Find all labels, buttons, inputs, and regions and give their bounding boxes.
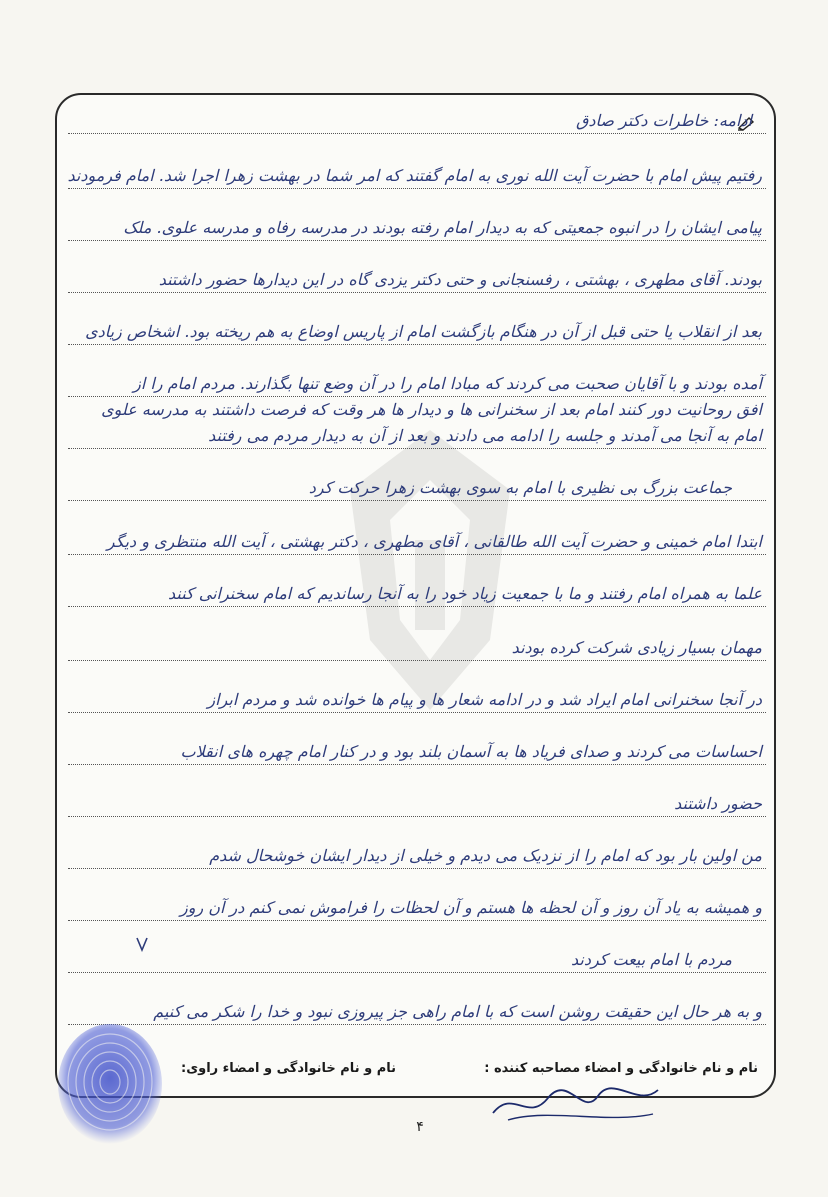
ruled-line (68, 396, 766, 397)
interviewer-signature-label: نام و نام خانوادگی و امضاء مصاحبه کننده : (484, 1061, 758, 1076)
header-handwriting: ادامه: خاطرات دکتر صادق (575, 111, 752, 130)
handwritten-line: و به هر حال این حقیقت روشن است که با امام راهی جز پیروزی نبود و خدا را شکر می کنیم (153, 1002, 762, 1021)
handwritten-line: بعد از انقلاب یا حتی قبل از آن در هنگام بازگشت امام از پاریس اوضاع به هم ریخته بود. اشخاص زیادی (85, 322, 762, 341)
ruled-line (68, 920, 766, 921)
handwritten-line: امام به آنجا می آمدند و جلسه را ادامه می دادند و بعد از آن به دیدار مردم می رفتند (208, 426, 762, 445)
ruled-line (68, 133, 766, 134)
handwritten-line: حضور داشتند (674, 794, 762, 813)
page-number: ۴ (416, 1119, 424, 1135)
ruled-line (68, 448, 766, 449)
handwritten-line: علما به همراه امام رفتند و ما با جمعیت زیاد خود را به آنجا رساندیم که امام سخنرانی کنند (167, 584, 762, 603)
ruled-line (68, 868, 766, 869)
handwritten-line: رفتیم پیش امام با حضرت آیت الله نوری به امام گفتند که امر شما در بهشت زهرا اجرا شد. امام فرمودند (67, 166, 762, 185)
ruled-line (68, 188, 766, 189)
handwritten-line: در آنجا سخنرانی امام ایراد شد و در ادامه شعار ها و پیام ها خوانده شد و مردم ابراز (207, 690, 762, 709)
handwritten-line: بودند. آقای مطهری ، بهشتی ، رفسنجانی و حتی دکتر یزدی گاه در این دیدارها حضور داشتند (158, 270, 762, 289)
ruled-line (68, 972, 766, 973)
ruled-line (68, 1024, 766, 1025)
ruled-line (68, 554, 766, 555)
thumbprint (52, 1020, 170, 1150)
handwritten-line: و همیشه به یاد آن روز و آن لحظه ها هستم و آن لحظات را فراموش نمی کنم در آن روز (179, 898, 762, 917)
handwritten-line: من اولین بار بود که امام را از نزدیک می دیدم و خیلی از دیدار ایشان خوشحال شدم (209, 846, 762, 865)
ruled-line (68, 712, 766, 713)
handwritten-line: مردم با امام بیعت کردند (570, 950, 732, 969)
handwritten-line: افق روحانیت دور کنند امام بعد از سخنرانی ها و دیدار ها هر وقت که فرصت داشتند به مدرسه علوی (101, 400, 762, 419)
handwritten-line: مهمان بسیار زیادی شرکت کرده بودند (511, 638, 762, 657)
ruled-line (68, 816, 766, 817)
ruled-line (68, 292, 766, 293)
ruled-line (68, 344, 766, 345)
handwritten-line: جماعت بزرگ بی نظیری با امام به سوی بهشت زهرا حرکت کرد (308, 478, 732, 497)
handwritten-mark (134, 936, 150, 952)
interviewer-signature (488, 1078, 663, 1128)
emblem-watermark (330, 420, 530, 720)
handwritten-line: پیامی ایشان را در انبوه جمعیتی که به دیدار امام رفته بودند در مدرسه رفاه و مدرسه علوی. ملک (123, 218, 762, 237)
handwritten-line: ابتدا امام خمینی و حضرت آیت الله طالقانی ، آقای مطهری ، دکتر بهشتی ، آیت الله منتظری و دیگر (106, 532, 762, 551)
ruled-line (68, 764, 766, 765)
ruled-line (68, 606, 766, 607)
ruled-line (68, 500, 766, 501)
narrator-signature-label: نام و نام خانوادگی و امضاء راوی: (181, 1061, 396, 1076)
handwritten-line: احساسات می کردند و صدای فریاد ها به آسمان بلند بود و در کنار امام چهره های انقلاب (180, 742, 762, 761)
handwritten-line: آمده بودند و با آقایان صحبت می کردند که مبادا امام را در آن وضع تنها بگذارند. مردم امام را از (133, 374, 762, 393)
ruled-line (68, 240, 766, 241)
ruled-line (68, 660, 766, 661)
